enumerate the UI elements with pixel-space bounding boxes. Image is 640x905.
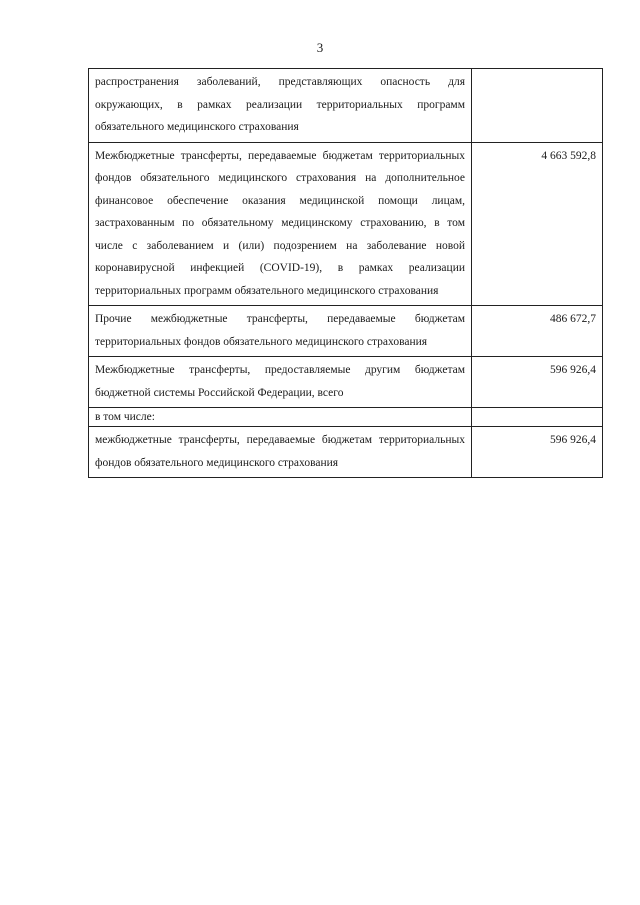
row-amount: 596 926,4 bbox=[472, 357, 603, 408]
row-description: межбюджетные трансферты, передаваемые бюджетам территориальных фондов обязательного медицинского страхования bbox=[89, 427, 472, 478]
table-row bbox=[89, 142, 603, 306]
page-number: 3 bbox=[316, 40, 324, 55]
table-row bbox=[89, 306, 603, 357]
row-amount: 596 926,4 bbox=[472, 427, 603, 478]
row-amount: 4 663 592,8 bbox=[472, 142, 603, 306]
table-row bbox=[89, 427, 603, 478]
row-description: Межбюджетные трансферты, передаваемые бюджетам территориальных фондов обязательного медицинского страхования на дополнительное финансовое обеспечение оказания медицинской помощи лицам, застрахованным по обязательному медицинскому страхованию, в том числе с заболеванием и (или) подозрением на заболевание новой коронавирусной инфекцией (COVID-19), в рамках реализации территориальных программ обязательного медицинского страхования bbox=[89, 142, 472, 306]
table-row bbox=[89, 69, 603, 143]
row-amount bbox=[472, 408, 603, 427]
row-amount bbox=[472, 69, 603, 143]
row-amount: 486 672,7 bbox=[472, 306, 603, 357]
table-row bbox=[89, 408, 603, 427]
row-description: в том числе: bbox=[89, 408, 472, 427]
budget-table bbox=[88, 68, 603, 478]
table-row bbox=[89, 357, 603, 408]
row-description: распространения заболеваний, представляющих опасность для окружающих, в рамках реализации территориальных программ обязательного медицинского страхования bbox=[89, 69, 472, 143]
row-description: Межбюджетные трансферты, предоставляемые другим бюджетам бюджетной системы Российской Федерации, всего bbox=[89, 357, 472, 408]
row-description: Прочие межбюджетные трансферты, передаваемые бюджетам территориальных фондов обязательного медицинского страхования bbox=[89, 306, 472, 357]
